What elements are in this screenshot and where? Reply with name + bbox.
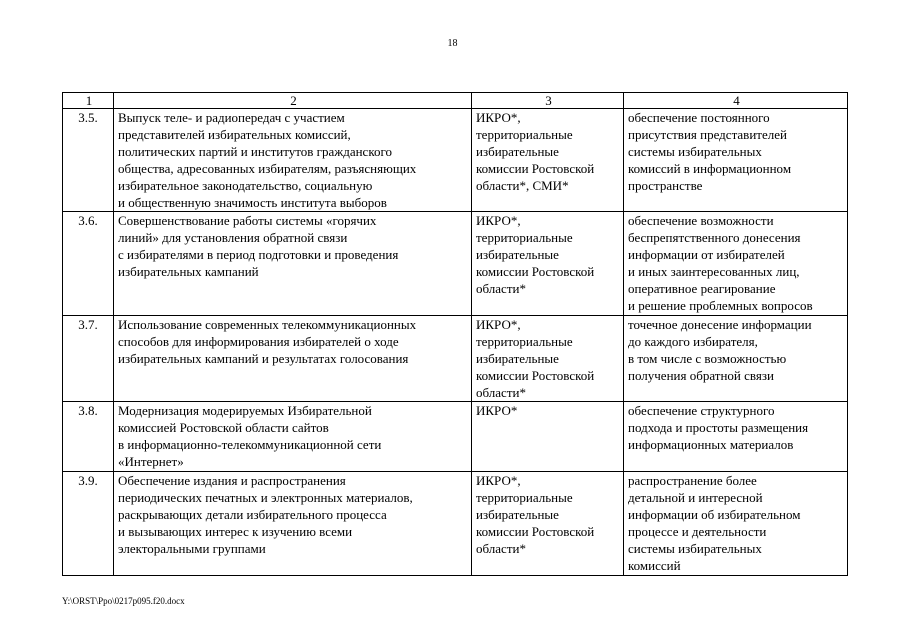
row-executor: ИКРО*, территориальные избирательные комиссии Ростовской области*, СМИ*: [472, 109, 624, 212]
row-executor: ИКРО*, территориальные избирательные комиссии Ростовской области*: [472, 472, 624, 576]
table-row: [63, 472, 848, 576]
column-header-executor: 3: [472, 93, 624, 109]
row-result: обеспечение структурного подхода и простоты размещения информационных материалов: [624, 402, 848, 472]
row-activity: Выпуск теле- и радиопередач с участием представителей избирательных комиссий, политических партий и институтов гражданского общества, адресованных избирателям, разъясняющих избирательное законодательство, социальную и общественную значимость института выборов: [114, 109, 472, 212]
row-number: 3.6.: [63, 212, 114, 316]
column-header-activity: 2: [114, 93, 472, 109]
table-row: [63, 212, 848, 316]
plan-table: [62, 92, 848, 576]
row-executor: ИКРО*: [472, 402, 624, 472]
table-row: [63, 402, 848, 472]
row-executor: ИКРО*, территориальные избирательные комиссии Ростовской области*: [472, 212, 624, 316]
row-activity: Обеспечение издания и распространения периодических печатных и электронных материалов, раскрывающих детали избирательного процесса и вызывающих интерес к изучению всеми электоральными группами: [114, 472, 472, 576]
row-activity: Модернизация модерируемых Избирательной комиссией Ростовской области сайтов в информационно-телекоммуникационной сети «Интернет»: [114, 402, 472, 472]
row-number: 3.5.: [63, 109, 114, 212]
column-header-result: 4: [624, 93, 848, 109]
column-header-number: 1: [63, 93, 114, 109]
row-number: 3.9.: [63, 472, 114, 576]
page-number: 18: [447, 38, 458, 49]
row-executor: ИКРО*, территориальные избирательные комиссии Ростовской области*: [472, 316, 624, 402]
row-result: обеспечение возможности беспрепятственного донесения информации от избирателей и иных заинтересованных лиц, оперативное реагирование и решение проблемных вопросов: [624, 212, 848, 316]
table-row: [63, 316, 848, 402]
footer-file-path: Y:\ORST\Ppo\0217p095.f20.docx: [62, 596, 185, 606]
row-activity: Использование современных телекоммуникационных способов для информирования избирателей о ходе избирательных кампаний и результатах голосования: [114, 316, 472, 402]
row-activity: Совершенствование работы системы «горячих линий» для установления обратной связи с избирателями в период подготовки и проведения избирательных кампаний: [114, 212, 472, 316]
row-number: 3.7.: [63, 316, 114, 402]
row-result: точечное донесение информации до каждого избирателя, в том числе с возможностью получения обратной связи: [624, 316, 848, 402]
row-result: распространение более детальной и интересной информации об избирательном процессе и деятельности системы избирательных комиссий: [624, 472, 848, 576]
row-number: 3.8.: [63, 402, 114, 472]
table-header-row: [63, 93, 848, 109]
row-result: обеспечение постоянного присутствия представителей системы избирательных комиссий в информационном пространстве: [624, 109, 848, 212]
table-row: [63, 109, 848, 212]
